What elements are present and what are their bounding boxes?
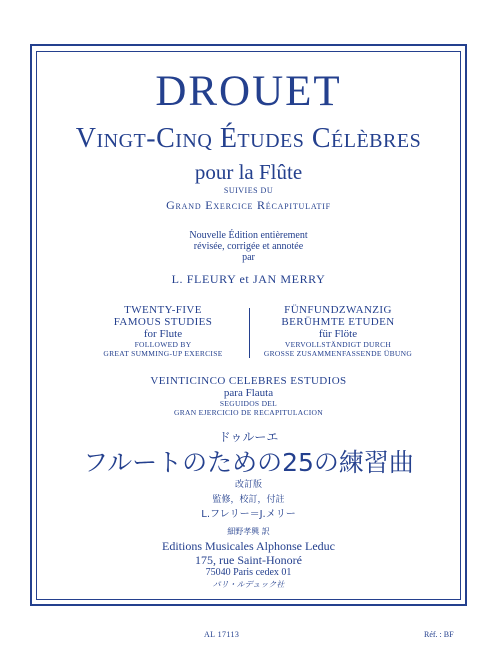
edition-line: Nouvelle Édition entièrement bbox=[189, 230, 308, 241]
japanese-title: フルートのための25の練習曲 bbox=[83, 448, 414, 477]
german-line: für Flöte bbox=[318, 328, 358, 340]
spanish-line: SEGUIDOS DEL bbox=[219, 399, 278, 408]
english-line: TWENTY-FIVE bbox=[124, 304, 202, 316]
suivies-du: SUIVIES DU bbox=[223, 186, 274, 195]
german-title-block bbox=[253, 304, 423, 358]
grand-exercice: Grand Exercice Récapitulatif bbox=[166, 198, 331, 212]
reference-code: Réf. : BF bbox=[424, 630, 454, 639]
japanese-publisher: パリ・ルデュック社 bbox=[212, 580, 285, 589]
english-line: for Flute bbox=[143, 328, 183, 340]
english-line: FAMOUS STUDIES bbox=[113, 316, 213, 328]
publisher-name: Editions Musicales Alphonse Leduc bbox=[162, 539, 335, 553]
german-line: BERÜHMTE ETUDEN bbox=[281, 316, 395, 328]
publisher-address: 175, rue Saint-Honoré bbox=[195, 553, 302, 567]
german-line: VERVOLLSTÄNDIGT DURCH bbox=[284, 340, 392, 349]
japanese-translator: 細野孝興 訳 bbox=[227, 527, 270, 536]
edition-line: révisée, corrigée et annotée bbox=[193, 241, 304, 252]
english-title-block bbox=[78, 304, 248, 358]
spanish-line: para Flauta bbox=[223, 387, 274, 399]
spanish-line: GRAN EJERCICIO DE RECAPITULACION bbox=[174, 408, 323, 417]
spanish-line: VEINTICINCO CELEBRES ESTUDIOS bbox=[150, 375, 347, 387]
japanese-editors: L.フレリー＝J.メリー bbox=[201, 509, 296, 520]
english-line: FOLLOWED BY bbox=[134, 340, 192, 349]
edition-note bbox=[36, 230, 461, 263]
publisher-city: 75040 Paris cedex 01 bbox=[205, 567, 292, 578]
japanese-revised: 改訂版 bbox=[234, 480, 262, 490]
spanish-title-block bbox=[36, 375, 461, 417]
german-line: FÜNFUNDZWANZIG bbox=[284, 304, 392, 316]
work-title: Vingt-Cinq Études Célèbres bbox=[75, 123, 422, 154]
catalog-number: AL 17113 bbox=[204, 630, 240, 639]
edition-line: par bbox=[242, 252, 255, 263]
composer-name: DROUET bbox=[155, 68, 342, 115]
japanese-composer: ドゥルーエ bbox=[218, 430, 279, 444]
german-line: GROSSE ZUSAMMENFASSENDE ÜBUNG bbox=[263, 349, 413, 358]
editors-names: L. FLEURY et JAN MERRY bbox=[171, 272, 326, 286]
work-subtitle: pour la Flûte bbox=[194, 160, 303, 184]
column-divider bbox=[249, 308, 250, 358]
japanese-roles: 監修，校訂，付註 bbox=[212, 495, 285, 505]
english-line: GREAT SUMMING-UP EXERCISE bbox=[103, 349, 223, 358]
